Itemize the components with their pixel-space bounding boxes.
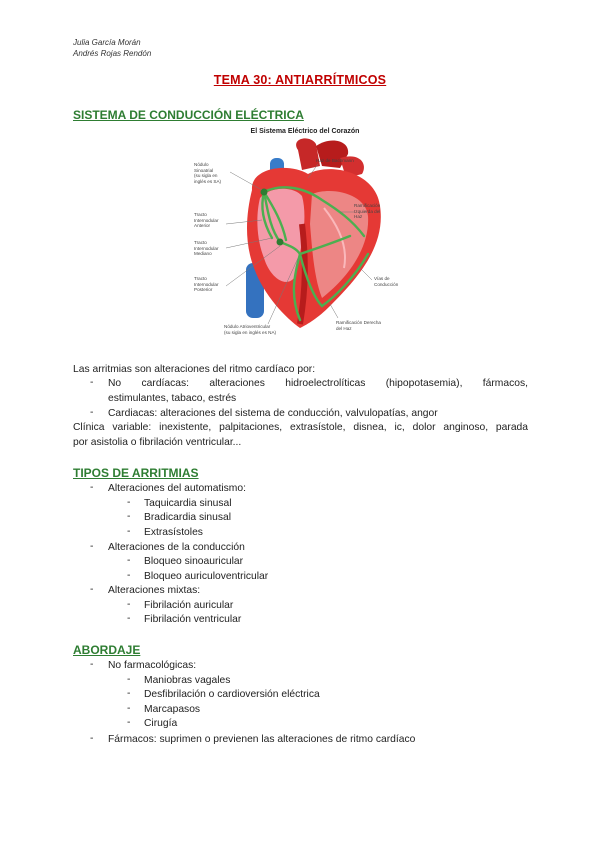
- sub-list-item: Maniobras vagales: [144, 675, 231, 686]
- bullet-dash: -: [127, 599, 131, 610]
- authors: [73, 37, 151, 59]
- sub-list-item: Fibrilación auricular: [144, 600, 234, 611]
- label-av-node: Nódulo Atrioventricular (su sigla en inglés es NA): [224, 324, 277, 335]
- author-name: Julia García Morán: [73, 38, 141, 47]
- label-purkinje: Vías de Conducción: [374, 276, 399, 287]
- list-item: No cardíacas: alteraciones hidroelectrolíticas (hipopotasemia), fármacos,: [108, 378, 528, 389]
- sub-list-item: Bloqueo sinoauricular: [144, 556, 244, 567]
- bullet-dash: -: [127, 717, 131, 728]
- sub-list-item: Extrasístoles: [144, 527, 203, 538]
- bullet-dash: -: [90, 659, 94, 670]
- bullet-dash: -: [127, 570, 131, 581]
- bullet-dash: -: [90, 584, 94, 595]
- bullet-dash: -: [127, 555, 131, 566]
- label-medial-tract: Tracto Internodular Mediano: [194, 240, 219, 256]
- heart-figure: [190, 128, 420, 340]
- list-item-continuation: estimulantes, tabaco, estrés: [108, 393, 237, 404]
- clinic-text-continuation: por asistolia o fibrilación ventricular...: [73, 437, 242, 448]
- bullet-dash: -: [90, 733, 94, 744]
- sub-list-item: Bradicardia sinusal: [144, 512, 231, 523]
- list-item: Alteraciones del automatismo:: [108, 483, 246, 494]
- section-heading-approach: ABORDAJE: [73, 643, 141, 657]
- author-name: Andrés Rojas Rendón: [73, 49, 152, 58]
- bullet-dash: -: [127, 613, 131, 624]
- sub-list-item: Bloqueo auriculoventricular: [144, 571, 269, 582]
- bullet-dash: -: [127, 526, 131, 537]
- list-item: Fármacos: suprimen o previenen las alteraciones de ritmo cardíaco: [108, 734, 416, 745]
- label-sa-node: Nódulo Sinoatrial (su sigla en inglés es SA): [194, 162, 222, 184]
- section-heading-conduction: SISTEMA DE CONDUCCIÓN ELÉCTRICA: [73, 108, 304, 122]
- bullet-dash: -: [127, 497, 131, 508]
- label-posterior-tract: Tracto Internodular Posterior: [194, 276, 219, 292]
- list-item: Alteraciones mixtas:: [108, 585, 201, 596]
- sub-list-item: Desfibrilación o cardioversión eléctrica: [144, 689, 320, 700]
- heart-illustration: [190, 128, 420, 340]
- bullet-dash: -: [127, 674, 131, 685]
- list-item: Alteraciones de la conducción: [108, 542, 245, 553]
- bullet-dash: -: [127, 511, 131, 522]
- label-anterior-tract: Tracto Internodular Anterior: [194, 212, 219, 228]
- intro-text: Las arritmias son alteraciones del ritmo cardíaco por:: [73, 364, 316, 375]
- bullet-dash: -: [127, 688, 131, 699]
- bullet-dash: -: [127, 703, 131, 714]
- label-bachmann: Haz de Bachmann: [316, 158, 354, 163]
- sub-list-item: Cirugía: [144, 718, 178, 729]
- page-title: TEMA 30: ANTIARRÍTMICOS: [213, 73, 387, 87]
- sub-list-item: Marcapasos: [144, 704, 201, 715]
- bullet-dash: -: [90, 377, 94, 388]
- bullet-dash: -: [90, 407, 94, 418]
- sub-list-item: Taquicardia sinusal: [144, 498, 232, 509]
- list-item: No farmacológicas:: [108, 660, 197, 671]
- label-left-branch: Ramificación Izquierda del Haz: [354, 203, 381, 219]
- label-right-branch: Ramificación Derecha del Haz: [336, 320, 381, 331]
- section-heading-types: TIPOS DE ARRITMIAS: [73, 466, 199, 480]
- bullet-dash: -: [90, 482, 94, 493]
- bullet-dash: -: [90, 541, 94, 552]
- sub-list-item: Fibrilación ventricular: [144, 614, 242, 625]
- clinic-text: Clínica variable: inexistente, palpitaciones, extrasístole, disnea, ic, dolor anginoso, parada: [73, 422, 528, 433]
- figure-title: El Sistema Eléctrico del Corazón: [250, 128, 360, 135]
- list-item: Cardiacas: alteraciones del sistema de conducción, valvulopatías, angor: [108, 408, 438, 419]
